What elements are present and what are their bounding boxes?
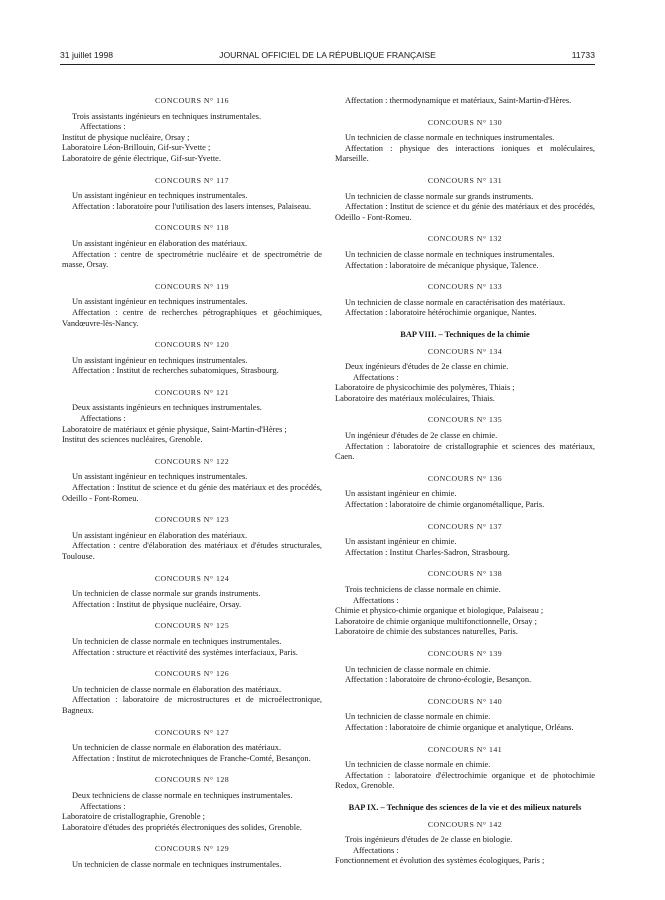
concours-line: Un technicien de classe normale en chimie. (345, 664, 491, 674)
concours-line: Affectation : laboratoire pour l'utilisation des lasers intenses, Palaiseau. (72, 201, 312, 211)
concours-block (335, 96, 595, 107)
concours-block (62, 340, 322, 377)
concours-line: Un technicien de classe normale en techniques instrumentales. (72, 636, 282, 646)
concours-block (335, 569, 595, 638)
concours-line: Laboratoire de matériaux et génie physique, Saint-Martin-d'Hères ; (62, 424, 287, 434)
concours-line: Affectations : (80, 801, 126, 811)
concours-line: Deux techniciens de classe normale en techniques instrumentales. (72, 790, 293, 800)
concours-block (335, 415, 595, 462)
concours-line: Affectation : laboratoire de chrono-écologie, Besançon. (345, 675, 532, 685)
concours-line: Laboratoire de chimie des substances naturelles, Paris. (335, 627, 518, 637)
concours-line: Chimie et physico-chimie organique et biologique, Palaiseau ; (335, 606, 544, 616)
concours-line: Affectation : Institut Charles-Sadron, Strasbourg. (345, 547, 510, 557)
concours-line: Affectations : (353, 595, 399, 605)
concours-block (335, 522, 595, 559)
concours-line: Affectation : thermodynamique et matériaux, Saint-Martin-d'Hères. (345, 96, 572, 105)
concours-line: Affectation : laboratoire de chimie organique et analytique, Orléans. (345, 722, 574, 732)
concours-title: CONCOURS N° 126 (154, 669, 230, 679)
concours-line: Un assistant ingénieur en élaboration des matériaux. (72, 530, 248, 540)
concours-title: CONCOURS N° 140 (427, 696, 503, 706)
concours-line: Affectation : laboratoire de cristallographie et sciences des matériaux, Caen. (335, 441, 595, 462)
concours-line: Laboratoire d'études des propriétés électroniques des solides, Grenoble. (62, 822, 302, 832)
concours-title: CONCOURS N° 138 (427, 569, 503, 579)
concours-line: Affectation : laboratoire de microstructures et de microélectronique, Bagneux. (62, 695, 322, 715)
section-heading: BAP VIII. – Techniques de la chimie (400, 329, 530, 339)
concours-line: Un technicien de classe normale sur grands instruments. (72, 589, 261, 599)
journal-title: JOURNAL OFFICIEL DE LA RÉPUBLIQUE FRANÇAISE (219, 50, 436, 60)
concours-block (62, 574, 322, 611)
concours-block (62, 176, 322, 213)
concours-title: CONCOURS N° 125 (154, 621, 230, 631)
concours-line: Un assistant ingénieur en techniques instrumentales. (72, 191, 248, 201)
concours-line: Un technicien de classe normale en chimie. (345, 760, 491, 770)
concours-block (335, 697, 595, 734)
concours-line: Affectation : Institut de physique nucléaire, Orsay. (72, 599, 242, 609)
concours-title: CONCOURS N° 134 (427, 346, 503, 356)
concours-title: CONCOURS N° 116 (154, 96, 229, 105)
concours-line: Un technicien de classe normale en élaboration des matériaux. (72, 684, 282, 694)
concours-title: CONCOURS N° 141 (427, 744, 503, 754)
concours-title: CONCOURS N° 121 (154, 387, 230, 397)
concours-title: CONCOURS N° 132 (427, 234, 503, 244)
concours-title: CONCOURS N° 124 (154, 573, 230, 583)
concours-line: Affectation : laboratoire de chimie organométallique, Paris. (345, 500, 545, 510)
concours-block (62, 457, 322, 504)
concours-line: Institut de physique nucléaire, Orsay ; (62, 132, 190, 142)
concours-line: Affectations : (80, 122, 126, 132)
concours-block (335, 118, 595, 165)
concours-title: CONCOURS N° 118 (154, 223, 229, 233)
concours-line: Affectation : centre de recherches pétrographiques et géochimiques, Vandœuvre-lès-Nancy. (62, 307, 322, 328)
concours-line: Laboratoire de physicochimie des polymères, Thiais ; (335, 383, 515, 393)
concours-line: Affectation : Institut de science et du génie des matériaux et des procédés, Odeillo - Font-Romeu. (62, 483, 322, 503)
concours-title: CONCOURS N° 129 (154, 844, 230, 854)
concours-title: CONCOURS N° 128 (154, 775, 230, 785)
concours-block (335, 474, 595, 511)
concours-line: Deux assistants ingénieurs en techniques instrumentales. (72, 403, 262, 413)
concours-block (62, 515, 322, 562)
concours-line: Affectation : laboratoire de mécanique physique, Talence. (345, 260, 539, 270)
concours-line: Un technicien de classe normale en élaboration des matériaux. (72, 743, 282, 753)
concours-block (62, 669, 322, 716)
concours-line: Affectation : centre d'élaboration des matériaux et d'études structurales, Toulouse. (62, 541, 322, 561)
concours-title: CONCOURS N° 131 (427, 175, 503, 185)
concours-block (335, 282, 595, 319)
concours-block (335, 745, 595, 792)
concours-line: Trois ingénieurs d'études de 2e classe en biologie. (345, 835, 513, 845)
concours-line: Laboratoire de chimie organique multifonctionnelle, Orsay ; (335, 616, 537, 626)
concours-title: CONCOURS N° 135 (427, 415, 503, 425)
concours-block (335, 347, 595, 405)
concours-line: Laboratoire de génie électrique, Gif-sur-Yvette. (62, 153, 221, 163)
concours-line: Affectation : Institut de science et du génie des matériaux et des procédés, Odeillo - Font-Romeu. (335, 202, 595, 222)
page-header (60, 50, 595, 64)
section-heading: BAP IX. – Technique des sciences de la vie et des milieux naturels (348, 802, 582, 812)
concours-line: Laboratoire Léon-Brillouin, Gif-sur-Yvette ; (62, 143, 211, 153)
concours-block (62, 282, 322, 329)
concours-line: Un technicien de classe normale en caractérisation des matériaux. (345, 297, 566, 307)
concours-title: CONCOURS N° 120 (154, 340, 230, 350)
concours-line: Trois assistants ingénieurs en techniques instrumentales. (72, 111, 262, 121)
concours-block (335, 649, 595, 686)
concours-line: Un technicien de classe normale en techniques instrumentales. (345, 133, 555, 143)
concours-block (62, 728, 322, 765)
concours-title: CONCOURS N° 142 (427, 819, 503, 829)
page-number: 11733 (571, 50, 595, 60)
concours-title: CONCOURS N° 136 (427, 473, 503, 483)
concours-line: Un assistant ingénieur en techniques instrumentales. (72, 355, 248, 365)
concours-block (62, 775, 322, 833)
concours-line: Affectation : centre de spectrométrie nucléaire et de spectrométrie de masse, Orsay. (62, 249, 322, 270)
concours-line: Un assistant ingénieur en techniques instrumentales. (72, 472, 248, 482)
concours-line: Un assistant ingénieur en élaboration des matériaux. (72, 238, 248, 248)
concours-block (62, 96, 322, 165)
concours-line: Affectations : (353, 845, 399, 855)
concours-line: Un technicien de classe normale sur grands instruments. (345, 191, 534, 201)
concours-title: CONCOURS N° 123 (154, 515, 230, 525)
concours-block (62, 844, 322, 870)
concours-line: Un technicien de classe normale en techniques instrumentales. (72, 859, 282, 869)
concours-title: CONCOURS N° 130 (427, 117, 503, 127)
concours-block (62, 621, 322, 658)
concours-line: Fonctionnement et évolution des systèmes écologiques, Paris ; (335, 856, 545, 866)
concours-line: Un technicien de classe normale en techniques instrumentales. (345, 249, 555, 259)
left-column (62, 96, 322, 881)
concours-block (335, 176, 595, 223)
concours-line: Affectation : laboratoire d'électrochimie organique et de photochimie Redox, Grenoble. (335, 770, 595, 791)
concours-line: Laboratoire des matériaux moléculaires, Thiais. (335, 393, 495, 403)
concours-line: Un assistant ingénieur en chimie. (345, 489, 457, 499)
concours-block (62, 388, 322, 446)
concours-title: CONCOURS N° 137 (427, 521, 503, 531)
concours-line: Affectation : Institut de recherches subatomiques, Strasbourg. (72, 366, 279, 376)
concours-line: Affectations : (353, 372, 399, 382)
concours-line: Affectation : laboratoire hétérochimie organique, Nantes. (345, 308, 537, 318)
right-column (335, 96, 595, 878)
concours-line: Un assistant ingénieur en techniques instrumentales. (72, 297, 248, 307)
concours-line: Affectation : structure et réactivité des systèmes interfaciaux, Paris. (72, 647, 298, 657)
concours-line: Affectations : (80, 414, 126, 424)
concours-block (335, 234, 595, 271)
concours-title: CONCOURS N° 133 (427, 282, 503, 292)
concours-line: Un assistant ingénieur en chimie. (345, 537, 457, 547)
concours-block (62, 223, 322, 270)
concours-title: CONCOURS N° 122 (154, 456, 230, 466)
concours-line: Institut des sciences nucléaires, Grenoble. (62, 435, 203, 445)
header-rule (60, 64, 595, 65)
concours-block (335, 820, 595, 867)
concours-line: Un ingénieur d'études de 2e classe en chimie. (345, 431, 498, 441)
concours-line: Un technicien de classe normale en chimie. (345, 712, 491, 722)
concours-line: Laboratoire de cristallographie, Grenoble ; (62, 812, 206, 822)
concours-line: Affectation : physique des interactions ioniques et moléculaires, Marseille. (335, 143, 595, 164)
concours-title: CONCOURS N° 117 (154, 175, 229, 185)
concours-title: CONCOURS N° 127 (154, 727, 230, 737)
header-date: 31 juillet 1998 (60, 50, 114, 60)
concours-title: CONCOURS N° 119 (154, 281, 229, 291)
concours-line: Affectation : Institut de microtechniques de Franche-Comté, Besançon. (72, 753, 311, 763)
concours-line: Trois techniciens de classe normale en chimie. (345, 585, 501, 594)
concours-line: Deux ingénieurs d'études de 2e classe en chimie. (345, 362, 509, 372)
concours-title: CONCOURS N° 139 (427, 648, 503, 658)
